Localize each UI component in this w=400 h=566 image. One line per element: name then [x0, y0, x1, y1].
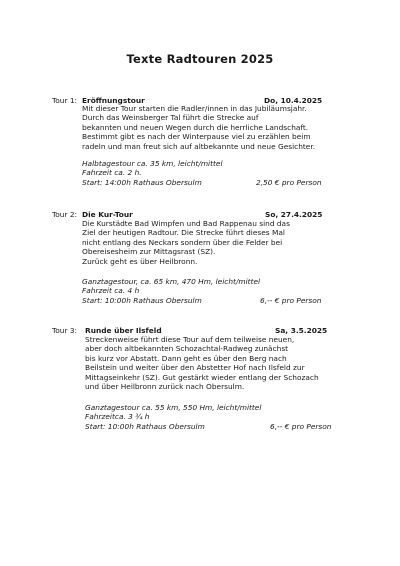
tour-info	[82, 277, 322, 305]
tour-start: Start: 10:00h Rathaus Obersulm	[82, 295, 202, 305]
description-line: bekannten und neuen Wegen durch die herrliche Landschaft.	[82, 122, 309, 132]
tour-name: Runde über Ilsfeld	[85, 326, 162, 335]
tour-price: 6,-- € pro Person	[260, 295, 322, 305]
tour-description	[82, 219, 290, 266]
tour-duration: Fahrzeitca. 3 ¾ h	[85, 412, 150, 422]
tour-start: Start: 14:00h Rathaus Obersulm	[82, 177, 202, 187]
description-line: Streckenweise führt diese Tour auf dem teilweise neuen,	[85, 335, 295, 344]
description-line: Beilstein und weiter über den Abstetter Hof nach Ilsfeld zur	[85, 363, 305, 373]
description-line: Die Kurstädte Bad Wimpfen und Bad Rappenau sind das	[82, 219, 290, 228]
tour-type: Halbtagestour ca. 35 km, leicht/mittel	[82, 159, 223, 168]
description-line: Obereisesheim zur Mittagsrast (SZ).	[82, 247, 216, 257]
description-line: und über Heilbronn zurück nach Obersulm.	[85, 381, 245, 391]
tour-price: 2,50 € pro Person	[256, 177, 322, 187]
tour-start-row	[82, 295, 322, 305]
description-line: bis kurz vor Abstatt. Dann geht es über den Berg nach	[85, 353, 287, 363]
tour-date: Sa, 3.5.2025	[275, 326, 328, 335]
tour-name: Die Kur-Tour	[82, 210, 133, 219]
tour-start-row	[85, 421, 332, 431]
tour-start: Start: 10:00h Rathaus Obersulm	[85, 421, 205, 431]
tour-duration: Fahrzeit ca. 2 h.	[82, 168, 142, 178]
tour-name: Eröffnungstour	[82, 96, 145, 105]
tour-label: Tour 1:	[52, 96, 78, 105]
description-line: radeln und man freut sich auf altbekannte und neue Gesichter.	[82, 141, 316, 151]
tour-label: Tour 2:	[52, 210, 78, 219]
tour-start-row	[82, 177, 322, 187]
tour-info	[82, 159, 322, 187]
description-line: Mittagseinkehr (SZ). Gut gestärkt wieder entlang der Schozach	[85, 372, 319, 382]
description-line: Zurück geht es über Heilbronn.	[82, 256, 198, 266]
tour-date: So, 27.4.2025	[265, 210, 323, 219]
tour-price: 6,-- € pro Person	[270, 421, 332, 431]
tour-description	[82, 104, 315, 151]
tour-label: Tour 3:	[52, 326, 78, 335]
tour-duration: Fahrzeit ca. 4 h	[82, 286, 140, 296]
description-line: Ziel der heutigen Radtour. Die Strecke führt dieses Mal	[82, 228, 285, 238]
description-line: aber doch altbekannten Schozachtal-Radweg zunächst	[85, 344, 289, 354]
tour-type: Ganztagestour, ca. 65 km, 470 Hm, leicht/mittel	[82, 277, 261, 286]
description-line: Bestimmt gibt es nach der Winterpause viel zu erzählen beim	[82, 132, 311, 142]
page-title: Texte Radtouren 2025	[126, 52, 274, 66]
tour-info	[85, 403, 332, 431]
description-line: Durch das Weinsberger Tal führt die Strecke auf	[82, 113, 259, 123]
tour-date: Do, 10.4.2025	[264, 96, 323, 105]
description-line: Mit dieser Tour starten die Radler/innen in das Jubiläumsjahr.	[82, 104, 307, 113]
tour-description	[85, 335, 319, 391]
tour-type: Ganztagestour ca. 55 km, 550 Hm, leicht/mittel	[85, 403, 262, 412]
description-line: nicht entlang des Neckars sondern über die Felder bei	[82, 237, 283, 247]
